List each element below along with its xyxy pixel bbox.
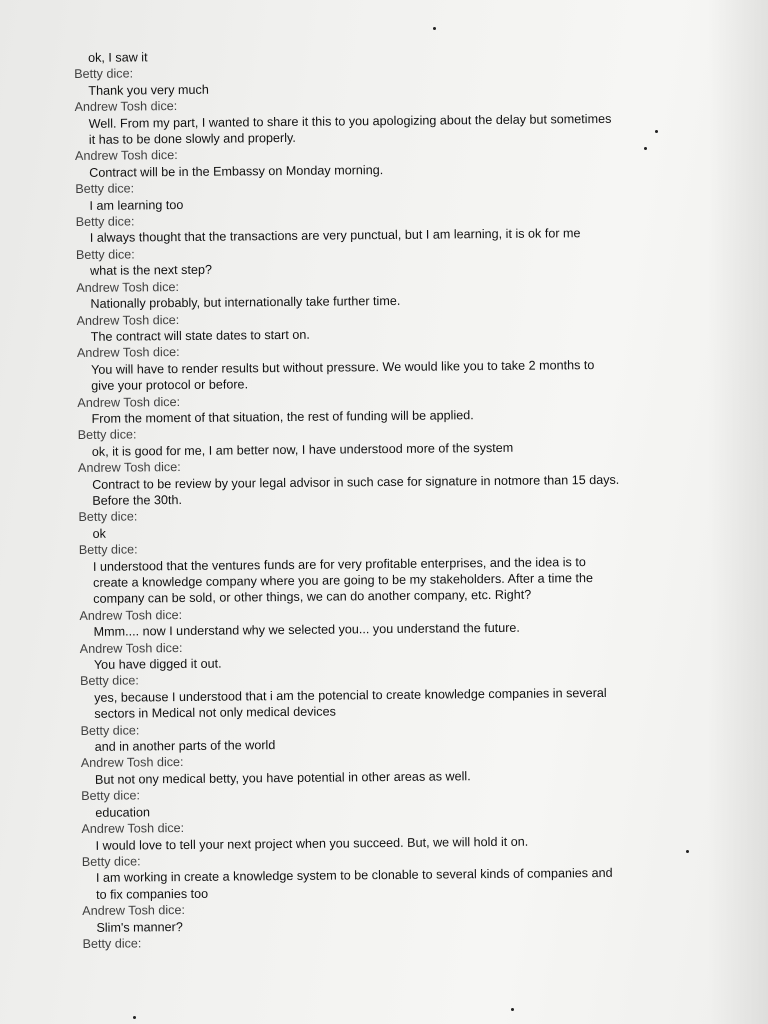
speck-mark	[511, 1008, 514, 1011]
message-line: Mmm.... now I understand why we selected you... you understand the future.	[93, 620, 520, 640]
speaker-label: Betty dice:	[79, 673, 139, 689]
chat-entry	[82, 848, 692, 903]
speaker-label: Betty dice:	[77, 427, 137, 443]
speaker-label: Andrew Tosh dice:	[76, 345, 180, 361]
message-line: ok, I saw it	[88, 50, 148, 65]
speaker-label: Andrew Tosh dice:	[74, 99, 178, 115]
message-line: give your protocol or before.	[91, 377, 249, 393]
message-line: I am learning too	[89, 197, 184, 213]
message-line: Before the 30th.	[92, 492, 183, 508]
chat-entry	[77, 339, 687, 394]
message-line: yes, because I understood that i am the potencial to create knowledge companies in several	[94, 685, 607, 705]
message-line: The contract will state dates to start on.	[90, 327, 310, 344]
message-line: what is the next step?	[90, 262, 212, 279]
message-line: Contract will be in the Embassy on Monday morning.	[89, 162, 384, 180]
speaker-label: Betty dice:	[75, 247, 135, 262]
chat-transcript	[74, 44, 693, 952]
speaker-label: Andrew Tosh dice:	[80, 755, 184, 771]
chat-entry	[79, 536, 690, 607]
message-line: I would love to tell your next project when you succeed. But, we will hold it on.	[95, 834, 529, 853]
message-line: You have digged it out.	[93, 656, 222, 672]
message-line: ok	[92, 526, 107, 541]
message-line: it has to be done slowly and properly.	[88, 130, 296, 147]
chat-entry	[78, 454, 688, 509]
speaker-label: Betty dice:	[75, 181, 135, 197]
message-line: Contract to be review by your legal advisor in such case for signature in notmore than 15 days.	[92, 472, 620, 492]
message-line: sectors in Medical not only medical devices	[94, 704, 336, 722]
message-line: From the moment of that situation, the rest of funding will be applied.	[91, 408, 474, 426]
message-line: education	[95, 804, 151, 820]
speaker-label: Andrew Tosh dice:	[81, 821, 185, 837]
speaker-label: Andrew Tosh dice:	[77, 394, 181, 410]
speaker-label: Betty dice:	[75, 214, 135, 230]
speaker-label: Betty dice:	[74, 66, 134, 82]
speaker-label: Andrew Tosh dice:	[82, 903, 186, 919]
message-line: Slim's manner?	[96, 919, 183, 935]
message-line: Thank you very much	[88, 82, 209, 98]
speaker-label: Andrew Tosh dice:	[79, 640, 183, 656]
speck-mark	[133, 1016, 136, 1019]
speaker-label: Andrew Tosh dice:	[77, 460, 181, 476]
speaker-label: Andrew Tosh dice:	[79, 607, 183, 623]
message-line: Nationally probably, but internationally take further time.	[90, 293, 401, 311]
speck-mark	[433, 27, 436, 30]
page-edge-shadow	[708, 0, 768, 1024]
speaker-label: Andrew Tosh dice:	[76, 312, 180, 328]
message-line: You will have to render results but without pressure. We would like you to take 2 months to	[91, 357, 595, 377]
message-line: and in another parts of the world	[94, 738, 276, 754]
message-line: create a knowledge company where you are going to be my stakeholders. After a time the	[93, 571, 594, 590]
speaker-label: Betty dice:	[82, 936, 142, 951]
message-line: I understood that the ventures funds are for very profitable enterprises, and the idea is to	[92, 554, 586, 574]
speaker-label: Betty dice:	[81, 854, 141, 869]
message-line: Well. From my part, I wanted to share it this to you apologizing about the delay but sometimes	[88, 111, 612, 131]
speaker-label: Andrew Tosh dice:	[74, 148, 178, 164]
message-line: to fix companies too	[96, 886, 209, 902]
chat-entry	[74, 93, 684, 148]
speaker-label: Betty dice:	[78, 509, 138, 525]
speaker-label: Betty dice:	[81, 788, 141, 804]
chat-entry	[80, 668, 690, 723]
message-line: I always thought that the transactions are very punctual, but I am learning, it is ok for me	[89, 226, 581, 246]
speaker-label: Betty dice:	[78, 542, 138, 558]
message-line: But not ony medical betty, you have potential in other areas as well.	[94, 769, 471, 787]
message-line: I am working in create a knowledge system to be clonable to several kinds of companies and	[95, 866, 613, 886]
speaker-label: Andrew Tosh dice:	[76, 279, 180, 295]
speaker-label: Betty dice:	[80, 723, 140, 738]
message-line: ok, it is good for me, I am better now, I have understood more of the system	[91, 440, 514, 459]
message-line: company can be sold, or other things, we can do another company, etc. Right?	[93, 588, 532, 607]
